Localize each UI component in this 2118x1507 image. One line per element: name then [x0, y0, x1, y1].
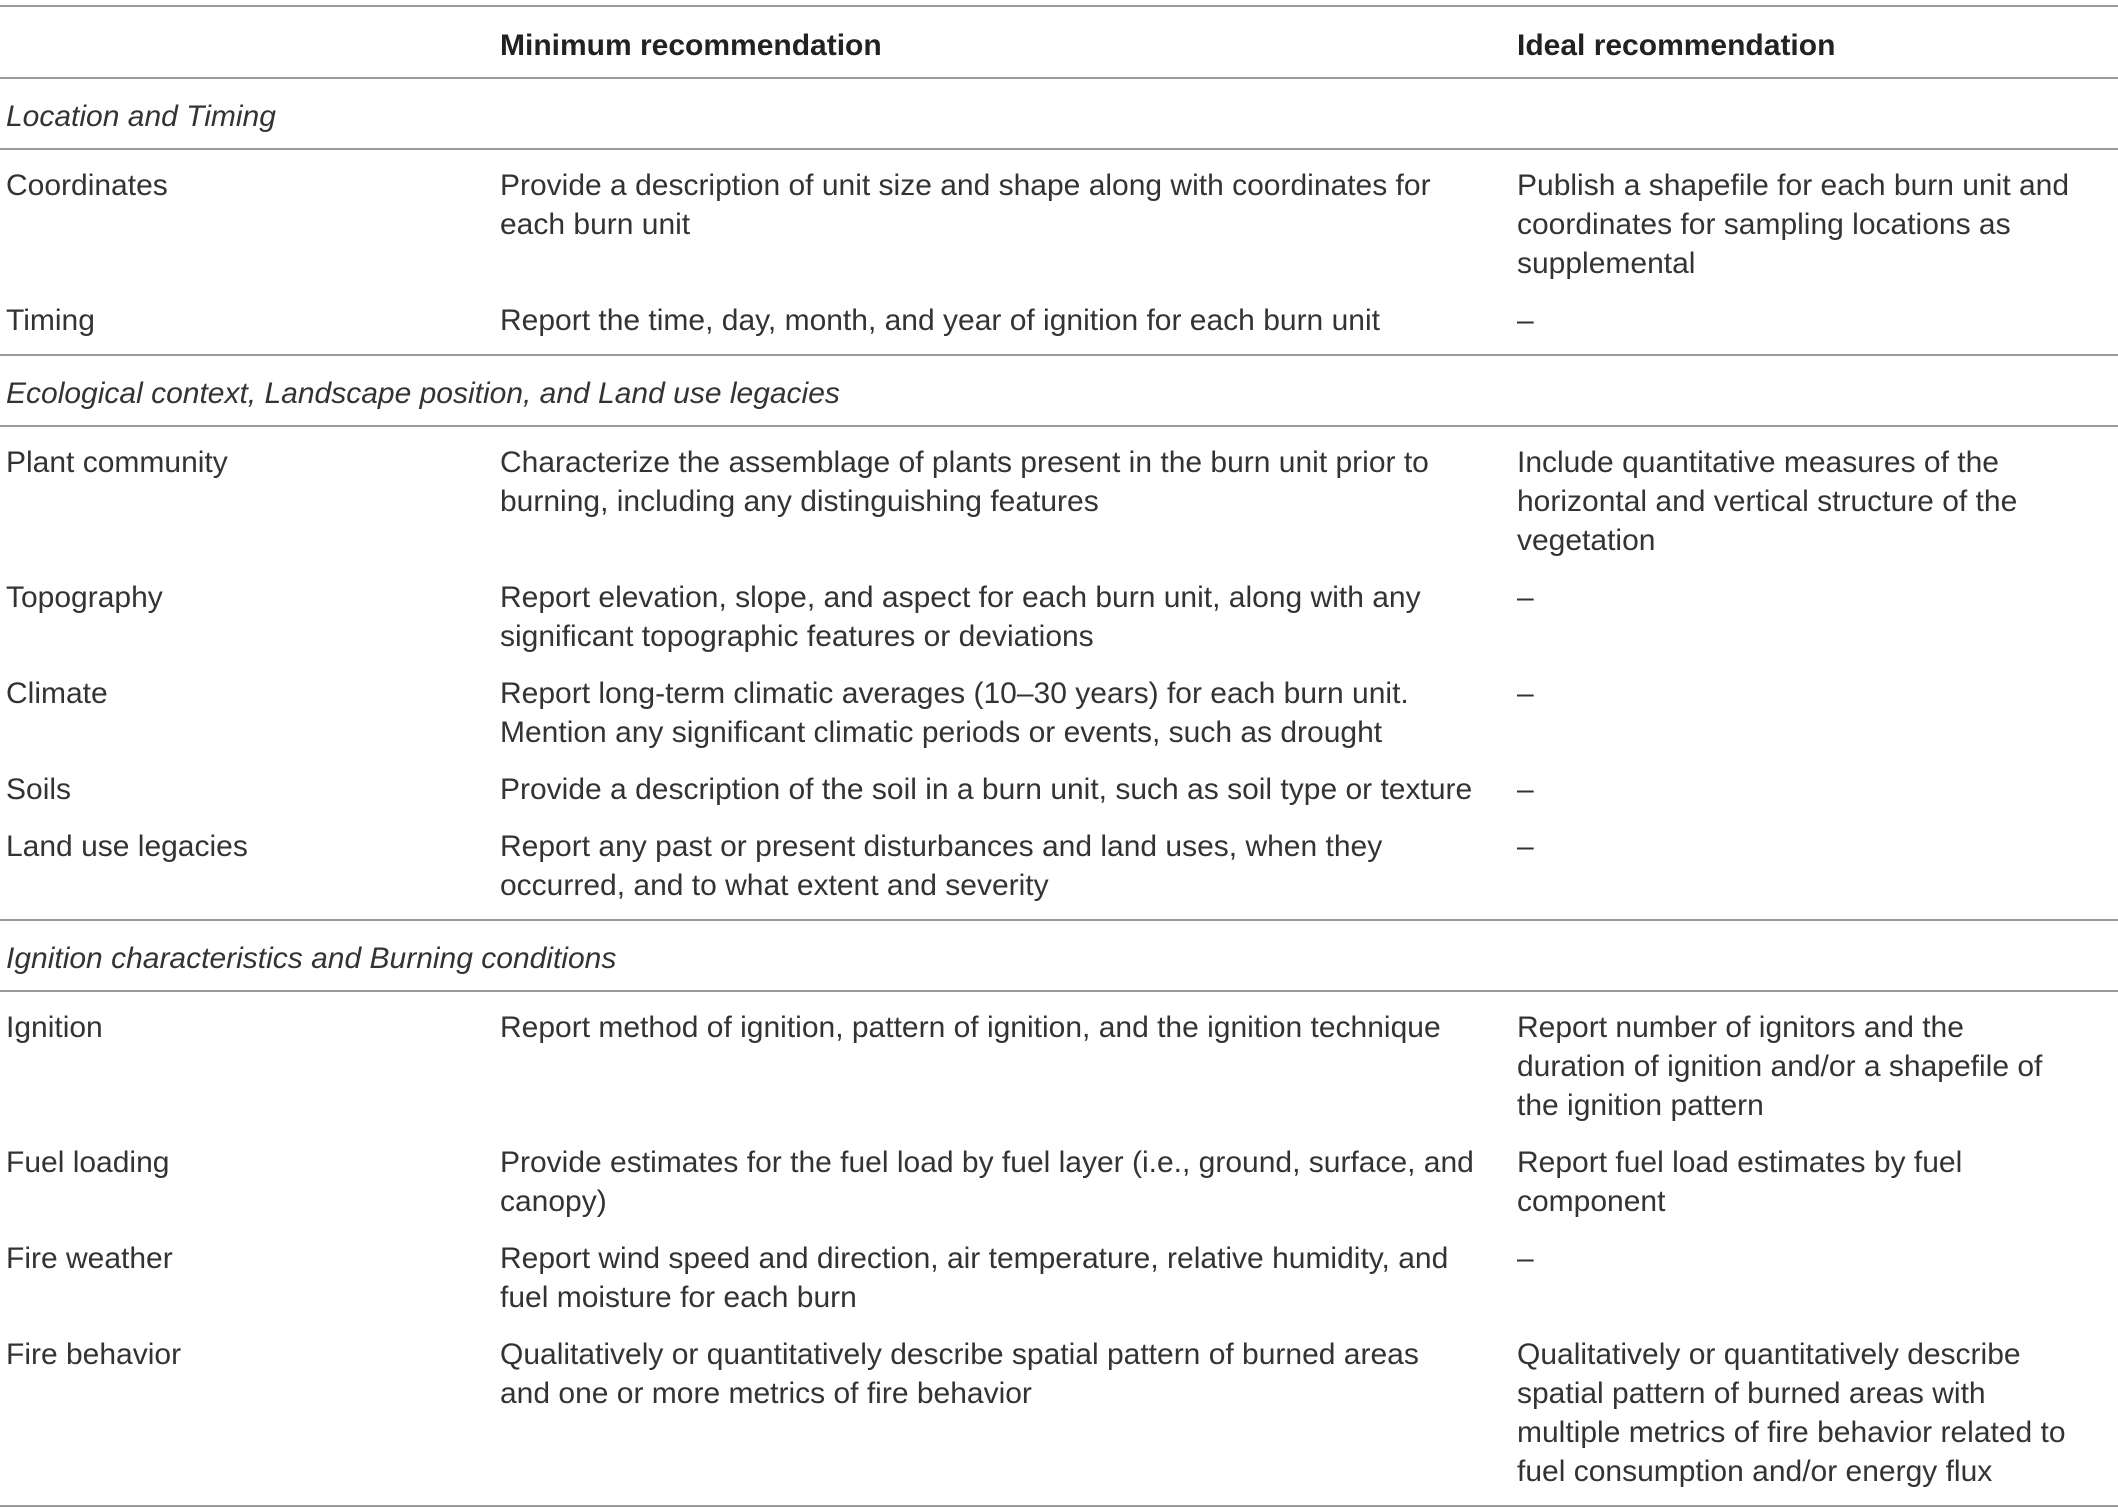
- minimum-recommendation-cell: Report wind speed and direction, air temperature, relative humidity, and fuel moisture for each burn: [500, 1242, 1449, 1314]
- row-label: Fire behavior: [0, 1326, 500, 1506]
- ideal-recommendation-cell: Publish a shapefile for each burn unit and coordinates for sampling locations as supplemental: [1517, 169, 2070, 280]
- row-label: Topography: [6, 581, 163, 614]
- row-label: Coordinates: [6, 169, 168, 202]
- table-row: [0, 991, 2118, 1134]
- table-row: [0, 1326, 2118, 1506]
- row-label: Fire weather: [6, 1242, 173, 1275]
- table-row: [0, 1230, 2118, 1326]
- ideal-recommendation-cell: Report number of ignitors and the duration of ignition and/or a shapefile of the ignition pattern: [1517, 1011, 2043, 1122]
- section-title: Ignition characteristics and Burning conditions: [0, 920, 2118, 991]
- recommendations-table: [0, 5, 2118, 1507]
- section-title: Ecological context, Landscape position, and Land use legacies: [0, 355, 2118, 426]
- ideal-recommendation-cell: –: [1517, 830, 1534, 863]
- ideal-recommendation-cell: Include quantitative measures of the horizontal and vertical structure of the vegetation: [1517, 446, 2018, 557]
- row-label: Timing: [6, 304, 95, 337]
- row-label: Plant community: [6, 446, 228, 479]
- minimum-recommendation-cell: Qualitatively or quantitatively describe spatial pattern of burned areas and one or more metrics of fire behavior: [500, 1326, 1517, 1506]
- table-row: [0, 569, 2118, 665]
- row-label: Soils: [6, 773, 72, 806]
- table-row: [0, 1134, 2118, 1230]
- header-row: [0, 6, 2118, 78]
- section-row: [0, 355, 2118, 426]
- table-row: [0, 149, 2118, 292]
- header-ideal-recommendation: Ideal recommendation: [1517, 28, 1836, 62]
- minimum-recommendation-cell: Characterize the assemblage of plants present in the burn unit prior to burning, including any distinguishing features: [500, 446, 1429, 518]
- row-label: Climate: [6, 677, 108, 710]
- minimum-recommendation-cell: Provide a description of unit size and shape along with coordinates for each burn unit: [500, 169, 1431, 241]
- table-header: [0, 6, 2118, 78]
- row-label: Ignition: [6, 1011, 103, 1044]
- minimum-recommendation-cell: Provide estimates for the fuel load by fuel layer (i.e., ground, surface, and canopy): [500, 1146, 1474, 1218]
- ideal-recommendation-cell: –: [1517, 677, 1534, 710]
- ideal-recommendation-cell: –: [1517, 581, 1534, 614]
- table-row: [0, 426, 2118, 569]
- section-row: [0, 920, 2118, 991]
- minimum-recommendation-cell: Report long-term climatic averages (10–30 years) for each burn unit. Mention any significant climatic periods or events, such as drought: [500, 677, 1409, 749]
- section-title: Location and Timing: [0, 78, 2118, 149]
- table-row: [0, 818, 2118, 920]
- header-minimum-recommendation: Minimum recommendation: [500, 28, 882, 62]
- minimum-recommendation-cell: Report the time, day, month, and year of ignition for each burn unit: [500, 304, 1380, 337]
- table-row: [0, 761, 2118, 818]
- ideal-recommendation-cell: Report fuel load estimates by fuel component: [1517, 1146, 1963, 1218]
- minimum-recommendation-cell: Provide a description of the soil in a burn unit, such as soil type or texture: [500, 773, 1473, 806]
- ideal-recommendation-cell: –: [1517, 304, 1534, 337]
- section-row: [0, 78, 2118, 149]
- header-parameter: [0, 6, 500, 78]
- minimum-recommendation-cell: Report method of ignition, pattern of ignition, and the ignition technique: [500, 1011, 1441, 1044]
- table-body: [0, 78, 2118, 1506]
- ideal-recommendation-cell: Qualitatively or quantitatively describe spatial pattern of burned areas with multiple metrics of fire behavior related to fuel consumption and/or energy flux: [1517, 1326, 2118, 1506]
- row-label: Fuel loading: [6, 1146, 170, 1179]
- minimum-recommendation-cell: Report any past or present disturbances and land uses, when they occurred, and to what extent and severity: [500, 830, 1383, 902]
- table-row: [0, 292, 2118, 355]
- minimum-recommendation-cell: Report elevation, slope, and aspect for each burn unit, along with any significant topographic features or deviations: [500, 581, 1421, 653]
- ideal-recommendation-cell: –: [1517, 773, 1534, 806]
- row-label: Land use legacies: [6, 830, 248, 863]
- ideal-recommendation-cell: –: [1517, 1242, 1534, 1275]
- table-row: [0, 665, 2118, 761]
